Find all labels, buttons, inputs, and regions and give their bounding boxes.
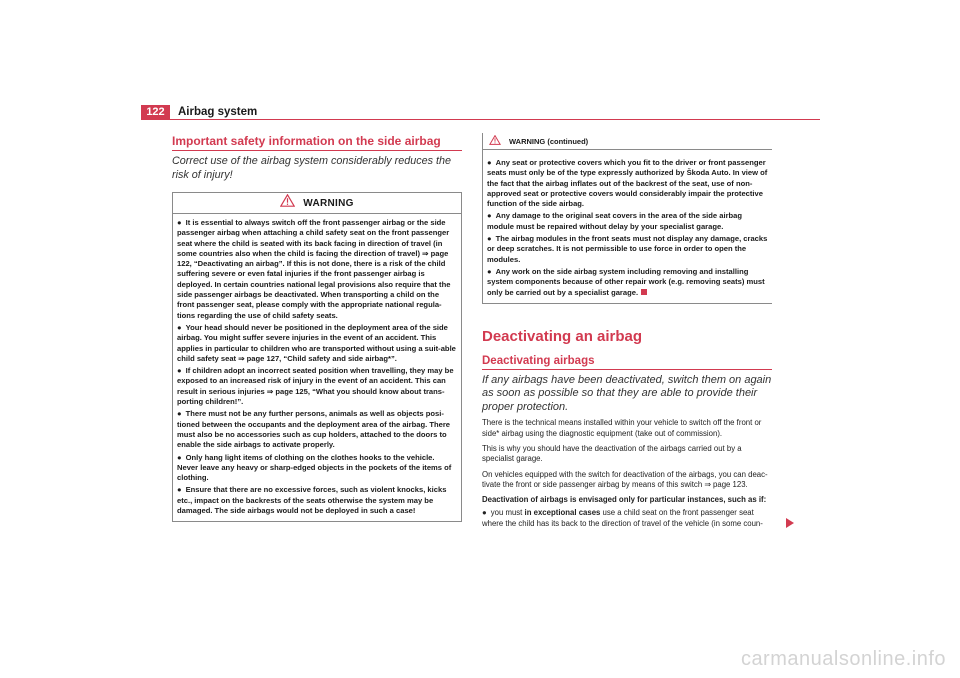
warning-item: ● There must not be any further persons, animals as well as objects posi-tioned between the occupants and the deployment area of the airbag. There must also be no accessories such as cup holders, attached to the doors to enable the side airbags to activate properly.	[177, 409, 451, 450]
subsection-intro: If any airbags have been deactivated, switch them on again as soon as possible so that they are able to provide their proper protection.	[482, 373, 772, 413]
warning-item: ● Any work on the side airbag system including removing and installing system components because of other repair work (e.g. removing seats) must only be carried out by a specialist garage.	[487, 266, 765, 297]
warning-item: ● If children adopt an incorrect seated position when travelling, they may be exposed to an increased risk of injury in the event of an accident. This can result in serious injuries ⇒ page 125, “What you should know about trans-porting children!”.	[177, 366, 454, 407]
warning-continued-header	[483, 133, 772, 150]
warning-item: ● Your head should never be positioned in the deployment area of the side airbag. You might suffer severe injuries in the event of an accident. This applies in particular to children who are transported without using a suit-able child safety seat ⇒ page 127, “Child safety and side airbag*”.	[177, 322, 456, 363]
page-number: 122	[141, 105, 170, 120]
section-title: Important safety information on the side airbag	[172, 134, 441, 148]
warning-title: WARNING	[303, 197, 354, 209]
body-paragraph: This is why you should have the deactivation of the airbags carried out by a specialist garage.	[482, 443, 742, 464]
body-paragraph: On vehicles equipped with the switch for deactivation of the airbags, you can deac-tivate the front or side passenger airbag by means of this switch ⇒ page 123.	[482, 469, 768, 489]
warning-item: ● Any seat or protective covers which you fit to the driver or front passenger seats must only be of the type expressly authorized by Škoda Auto. In view of the fact that the airbag inflates out of the backrest of the seat, use of non-approved seat or protective covers would considerably impair the protective function of the side airbag.	[487, 158, 768, 209]
warning-item: ● The airbag modules in the front seats must not display any damage, cracks or deep scratches. It is not permissible to use force in order to open the modules.	[487, 234, 768, 264]
section-end-marker	[641, 289, 647, 295]
section-intro: Correct use of the airbag system considerably reduces the risk of injury!	[172, 155, 452, 181]
right-column	[482, 133, 772, 534]
body-paragraph: There is the technical means installed within your vehicle to switch off the front or side* airbag using the diagnostic equipment (take out of commission).	[482, 418, 762, 438]
warning-header	[173, 193, 461, 214]
warning-continued-title: WARNING (continued)	[509, 136, 589, 146]
header-divider	[170, 119, 820, 120]
subsection-divider	[482, 369, 772, 370]
left-column	[172, 133, 462, 522]
warning-triangle-icon	[280, 194, 295, 212]
section-divider	[172, 150, 462, 151]
warning-item: ● It is essential to always switch off the front passenger airbag or the side passenger airbag when attaching a child safety seat on the front passenger seat where the child is seated with its back facing in direction of travel (in some countries also when the child is facing the direction of travel) ⇒ page 122, “Deactivating an airbag”. If this is not done, there is a risk of the child suffering severe or even fatal injuries if the front passenger airbag is deployed. In certain countries national legal provisions also require that the side passenger airbags be deactivated. When transporting a child on the front passenger seat, please comply with the appropriate national regula-tions regarding the use of child safety seats.	[177, 218, 451, 320]
body-paragraph-bold: Deactivation of airbags is envisaged only for particular instances, such as if:	[482, 495, 767, 505]
chapter-title: Airbag system	[178, 106, 258, 118]
subsection-title: Deactivating airbags	[482, 354, 595, 367]
warning-continued-box	[482, 133, 772, 304]
warning-triangle-icon	[489, 132, 501, 150]
continue-arrow-icon	[786, 518, 794, 528]
chapter-heading: Deactivating an airbag	[482, 327, 643, 345]
warning-item: ● Any damage to the original seat covers in the area of the side airbag module must be repaired without delay by your specialist garage.	[487, 211, 743, 231]
warning-item: ● Only hang light items of clothing on the clothes hooks to the vehicle. Never leave any heavy or sharp-edged objects in the pockets of the items of clothing.	[177, 452, 452, 483]
warning-item: ● Ensure that there are no excessive forces, such as violent knocks, kicks etc., impact on the backrests of the seats otherwise the system may be damaged. The side airbags would not be deployed in such a case!	[177, 485, 447, 516]
warning-box	[172, 192, 462, 522]
watermark: carmanualsonline.info	[740, 648, 946, 670]
list-item: ● you must in exceptional cases use a child seat on the front passenger seat where the child has its back to the direction of travel of the vehicle (in some coun-	[482, 508, 763, 528]
